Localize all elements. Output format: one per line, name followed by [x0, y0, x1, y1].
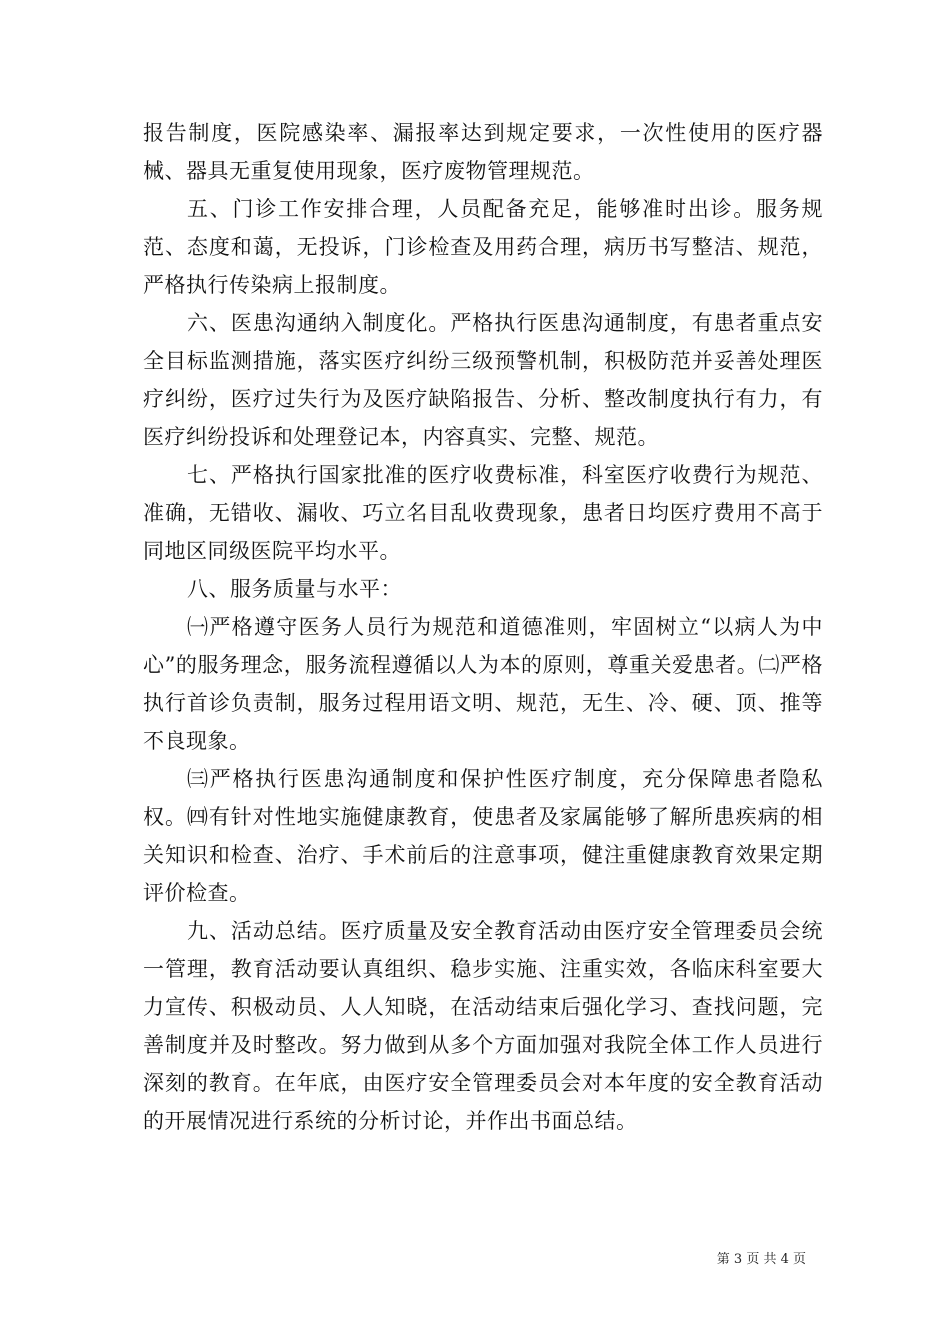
- document-body: [143, 114, 823, 1140]
- paragraph-communication: 六、医患沟通纳入制度化。严格执行医患沟通制度，有患者重点安全目标监测措施，落实医疗纠纷三级预警机制，积极防范并妥善处理医疗纠纷，医疗过失行为及医疗缺陷报告、分析、整改制度执行有力，有医疗纠纷投诉和处理登记本，内容真实、完整、规范。: [143, 311, 823, 449]
- paragraph-service-items-2: ㈢严格执行医患沟通制度和保护性医疗制度，充分保障患者隐私权。㈣有针对性地实施健康教育，使患者及家属能够了解所患疾病的相关知识和检查、治疗、手术前后的注意事项，健注重健康教育效果定期评价检查。: [143, 767, 823, 905]
- paragraph-service-heading: 八、服务质量与水平：: [187, 577, 402, 601]
- paragraph-continuation: 报告制度，医院感染率、漏报率达到规定要求，一次性使用的医疗器械、器具无重复使用现象，医疗废物管理规范。: [143, 121, 823, 183]
- paragraph-summary: 九、活动总结。医疗质量及安全教育活动由医疗安全管理委员会统一管理，教育活动要认真组织、稳步实施、注重实效，各临床科室要大力宣传、积极动员、人人知晓，在活动结束后强化学习、查找问题，完善制度并及时整改。努力做到从多个方面加强对我院全体工作人员进行深刻的教育。在年底，由医疗安全管理委员会对本年度的安全教育活动的开展情况进行系统的分析讨论，并作出书面总结。: [143, 919, 823, 1133]
- page-number: 第 3 页 共 4 页: [716, 1252, 806, 1267]
- paragraph-outpatient: 五、门诊工作安排合理，人员配备充足，能够准时出诊。服务规范、态度和蔼，无投诉，门诊检查及用药合理，病历书写整洁、规范，严格执行传染病上报制度。: [143, 197, 823, 297]
- paragraph-fees: 七、严格执行国家批准的医疗收费标准，科室医疗收费行为规范、准确，无错收、漏收、巧立名目乱收费现象，患者日均医疗费用不高于同地区同级医院平均水平。: [143, 463, 823, 563]
- paragraph-service-items-1: ㈠严格遵守医务人员行为规范和道德准则，牢固树立“以病人为中心”的服务理念，服务流程遵循以人为本的原则，尊重关爱患者。㈡严格执行首诊负责制，服务过程用语文明、规范，无生、冷、硬、顶、推等不良现象。: [143, 615, 823, 753]
